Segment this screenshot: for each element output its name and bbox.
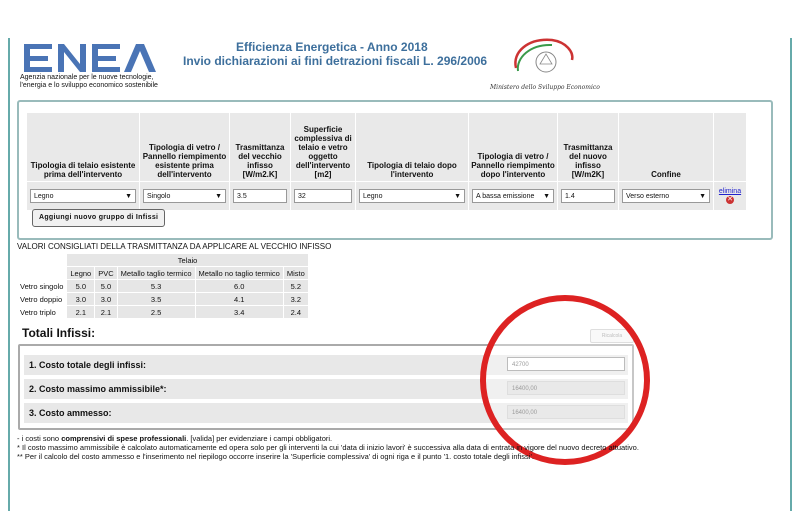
- costo-massimo-value: 16400,00: [507, 381, 625, 395]
- col-superficie: Superficie complessiva di telaio e vetro oggetto dell'intervento [m2]: [291, 113, 356, 182]
- table-cell: 5.3: [117, 280, 195, 293]
- table-row: [18, 280, 309, 293]
- vetro-esistente-select[interactable]: [143, 189, 226, 203]
- caret-down-icon: ▼: [454, 193, 461, 200]
- telaio-dopo-select[interactable]: [359, 189, 465, 203]
- table-cell: 2.4: [283, 306, 308, 319]
- trasmittanza-group-row: [18, 254, 309, 267]
- col-pvc: PVC: [95, 267, 117, 280]
- caret-down-icon: ▼: [699, 193, 706, 200]
- note-text: . [valida] per evidenziare i campi obbligatori.: [186, 434, 333, 443]
- table-row: [18, 306, 309, 319]
- note-bold: comprensivi di spese professionali: [61, 434, 187, 443]
- superficie-input[interactable]: 32: [294, 189, 352, 203]
- table-cell: 3.5: [117, 293, 195, 306]
- table-cell: 5.0: [67, 280, 95, 293]
- confine-select[interactable]: [622, 189, 710, 203]
- recalculate-button[interactable]: Ricalcola: [590, 329, 634, 343]
- col-trasm-nuovo: Trasmittanza del nuovo infisso [W/m2K]: [558, 113, 619, 182]
- page-border-left: [8, 38, 10, 511]
- infissi-panel: [17, 100, 773, 240]
- costo-totale-label: 1. Costo totale degli infissi:: [29, 360, 147, 370]
- telaio-esistente-select[interactable]: [30, 189, 136, 203]
- select-value: Singolo: [147, 193, 171, 200]
- table-row: [18, 293, 309, 306]
- trasmittanza-title: VALORI CONSIGLIATI DELLA TRASMITTANZA DA APPLICARE AL VECCHIO INFISSO: [17, 242, 332, 251]
- caret-down-icon: ▼: [543, 193, 550, 200]
- select-value: Legno: [34, 193, 54, 200]
- trasmittanza-header-row: [18, 267, 309, 280]
- costo-totale-input[interactable]: 42700: [507, 357, 625, 371]
- vetro-dopo-select[interactable]: [472, 189, 554, 203]
- col-trasm-vecchio: Trasmittanza del vecchio infisso [W/m2.K]: [230, 113, 291, 182]
- row-label: Vetro doppio: [18, 293, 67, 306]
- note-line-1: [17, 434, 657, 443]
- totali-title: Totali Infissi:: [22, 326, 96, 340]
- col-misto: Misto: [283, 267, 308, 280]
- costo-massimo-label: 2. Costo massimo ammissibile*:: [29, 384, 167, 394]
- agency-name: [20, 74, 220, 90]
- footnotes: [17, 434, 657, 461]
- caret-down-icon: ▼: [215, 193, 222, 200]
- costo-ammesso-label: 3. Costo ammesso:: [29, 408, 112, 418]
- col-actions: [714, 113, 747, 182]
- note-line-2: * Il costo massimo ammissibile è calcolato automaticamente ed opera solo per gli interventi la cui 'data di inizio lavori' è successiva alla data di entrata in vigore del nuovo decreto attuativo.: [17, 443, 639, 452]
- caret-down-icon: ▼: [125, 193, 132, 200]
- table-cell: 3.0: [67, 293, 95, 306]
- col-vetro-esistente: Tipologia di vetro / Pannello riempimento esistente prima dell'intervento: [140, 113, 230, 182]
- telaio-group-header: Telaio: [67, 254, 308, 267]
- agency-line-2: l'energia e lo sviluppo economico sostenibile: [20, 82, 158, 89]
- ministry-emblem-icon: [508, 34, 578, 82]
- col-telaio-dopo: Tipologia di telaio dopo l'intervento: [356, 113, 469, 182]
- costo-ammesso-value: 16400,00: [507, 405, 625, 419]
- page-title: Efficienza Energetica - Anno 2018: [236, 40, 428, 54]
- row-label: Vetro triplo: [18, 306, 67, 319]
- col-metallo-taglio: Metallo taglio termico: [117, 267, 195, 280]
- trasm-nuovo-input[interactable]: 1.4: [561, 189, 615, 203]
- ministry-name: Ministero dello Sviluppo Economico: [490, 84, 600, 91]
- col-confine: Confine: [619, 113, 714, 182]
- table-row: [27, 182, 747, 211]
- col-metallo-no-taglio: Metallo no taglio termico: [195, 267, 283, 280]
- note-line-3: ** Per il calcolo del costo ammesso e l'inserimento nel riepilogo occorre inserire la 'Superficie complessiva' di ogni riga e il punto '1. costo totale degli infissi'.: [17, 452, 534, 461]
- table-cell: 4.1: [195, 293, 283, 306]
- table-cell: 5.2: [283, 280, 308, 293]
- col-telaio-esistente: Tipologia di telaio esistente prima dell'intervento: [27, 113, 140, 182]
- table-cell: 6.0: [195, 280, 283, 293]
- corner-cell: [18, 267, 67, 280]
- add-infissi-group-button[interactable]: Aggiungi nuovo gruppo di Infissi: [32, 209, 165, 227]
- infissi-table: [26, 112, 747, 211]
- corner-cell: [18, 254, 67, 267]
- page-subtitle: Invio dichiarazioni ai fini detrazioni fiscali L. 296/2006: [183, 54, 488, 68]
- trasm-vecchio-input[interactable]: 3.5: [233, 189, 287, 203]
- page-border-right: [790, 38, 792, 511]
- table-cell: 3.4: [195, 306, 283, 319]
- agency-line-1: Agenzia nazionale per le nuove tecnologie,: [20, 74, 154, 81]
- note-text: - i costi sono: [17, 434, 62, 443]
- select-value: Verso esterno: [626, 193, 670, 200]
- delete-row-link[interactable]: elimina: [718, 188, 742, 195]
- table-cell: 2.5: [117, 306, 195, 319]
- row-label: Vetro singolo: [18, 280, 67, 293]
- select-value: Legno: [363, 193, 383, 200]
- infissi-header-row: [27, 113, 747, 182]
- table-cell: 2.1: [67, 306, 95, 319]
- table-cell: 3.2: [283, 293, 308, 306]
- table-cell: 3.0: [95, 293, 117, 306]
- col-legno: Legno: [67, 267, 95, 280]
- trasmittanza-table: [17, 253, 309, 319]
- table-cell: 2.1: [95, 306, 117, 319]
- table-cell: 5.0: [95, 280, 117, 293]
- delete-icon[interactable]: ✕: [727, 196, 733, 203]
- enea-logo: [22, 40, 162, 74]
- header: [0, 0, 800, 100]
- col-vetro-dopo: Tipologia di vetro / Pannello riempimento dopo l'intervento: [469, 113, 558, 182]
- select-value: A bassa emissione: [476, 193, 535, 200]
